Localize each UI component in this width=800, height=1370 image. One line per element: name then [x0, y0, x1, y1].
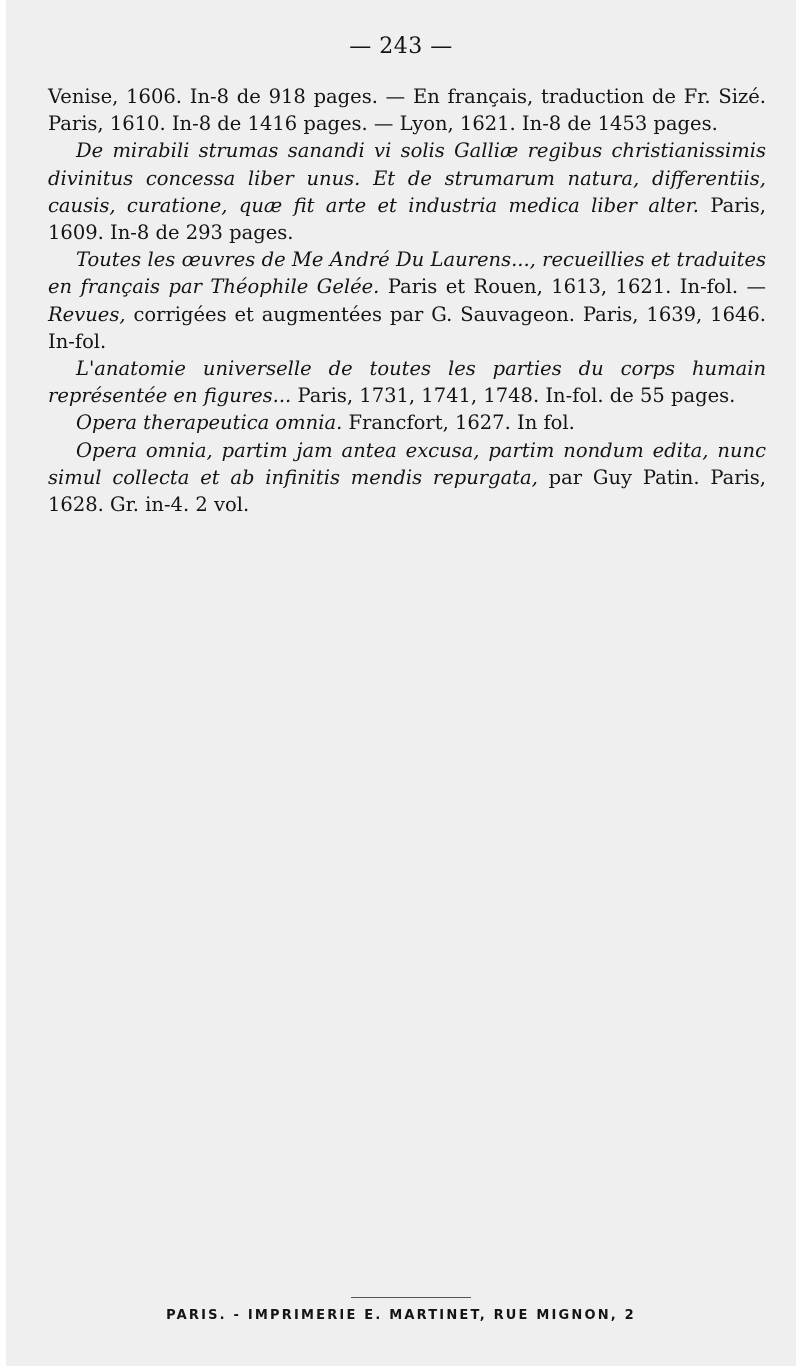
- entry-details: Francfort, 1627. In fol.: [342, 411, 575, 435]
- entry-title-emphasis: Revues,: [48, 302, 126, 326]
- entry-text: Venise, 1606. In-8 de 918 pages. — En français, traduction de Fr. Sizé. Paris, 1610. In-8 de 1416 pages. — Lyon, 1621. In-8 de 1453 pages.: [48, 85, 766, 136]
- printer-imprint: PARIS. - IMPRIMERIE E. MARTINET, RUE MIGNON, 2: [166, 1308, 636, 1323]
- bibliography-entry: [48, 437, 766, 519]
- bibliography-content: [48, 83, 766, 518]
- entry-details: par Guy Patin. Paris, 1628. Gr. in-4. 2 vol.: [48, 465, 766, 517]
- entry-title: Toutes les œuvres de Me André Du Laurens..., recueillies et traduites en français par Théophile Gelée.: [48, 248, 766, 299]
- entry-details: Paris et Rouen, 1613, 1621. In-fol. —: [379, 275, 766, 299]
- entry-title: De mirabili strumas sanandi vi solis Galliæ regibus christianissimis divinitus concessa liber unus. Et de strumarum natura, differentiis, causis, curatione, quæ fit arte et industria medica liber alter.: [48, 139, 766, 217]
- bibliography-entry: [48, 137, 766, 246]
- entry-details: Paris, 1731, 1741, 1748. In-fol. de 55 pages.: [291, 384, 736, 408]
- entry-title: L'anatomie universelle de toutes les parties du corps humain représentée en figures...: [48, 357, 766, 408]
- page-number: — 243 —: [349, 34, 453, 59]
- bibliography-entry: [48, 355, 766, 409]
- entry-details: corrigées et augmentées par G. Sauvageon. Paris, 1639, 1646. In-fol.: [48, 302, 766, 353]
- entry-details: Paris, 1609. In-8 de 293 pages.: [48, 193, 766, 245]
- entry-continuation: [48, 83, 766, 137]
- entry-title: Opera therapeutica omnia.: [76, 411, 343, 435]
- footer-divider: [351, 1297, 471, 1298]
- entry-title: Opera omnia, partim jam antea excusa, partim nondum edita, nunc simul collecta et ab infinitis mendis repurgata,: [48, 438, 766, 489]
- bibliography-entry: [48, 409, 766, 436]
- bibliography-entry: [48, 246, 766, 355]
